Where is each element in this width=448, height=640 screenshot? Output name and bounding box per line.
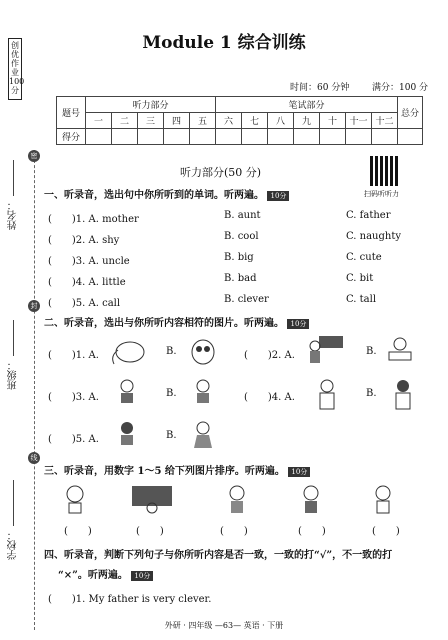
seal-mark-2: 封 [28, 300, 40, 312]
s2-row-1 [48, 346, 438, 360]
score-cell[interactable] [398, 129, 423, 145]
owl-picture [188, 336, 218, 366]
seal-mark-1: 密 [28, 150, 40, 162]
score-cell[interactable] [216, 129, 242, 145]
section-2-text: 二、听录音，选出与你所听内容相符的图片。听两遍。 [44, 318, 284, 329]
score-cell[interactable] [320, 129, 346, 145]
section-2-title [44, 314, 309, 329]
option-a[interactable]: ( )2. A. shy [48, 235, 120, 246]
option-b[interactable]: B. bad [224, 273, 257, 284]
s3-blanks [48, 522, 438, 536]
answer-blank-2[interactable]: ( ) [136, 526, 164, 537]
s2-row-2 [48, 388, 438, 402]
class-line [13, 320, 14, 356]
girl-picture [112, 420, 142, 450]
points-badge: 10分 [131, 571, 153, 581]
points-badge: 10分 [267, 191, 289, 201]
section-1-text: 一、听录音，选出句中你所听到的单词。听两遍。 [44, 190, 264, 201]
s2-q2[interactable]: ( )2. A. [244, 350, 295, 361]
section-4-text: “×”。听两遍。 [58, 570, 128, 581]
option-b[interactable]: B. aunt [224, 210, 261, 221]
full-score: 满分：100 分 [372, 83, 429, 93]
option-b[interactable]: B. [166, 388, 177, 399]
s1-item-5 [48, 294, 438, 308]
num-cell: 八 [268, 113, 294, 129]
girl-cute-picture [222, 484, 252, 516]
s1-item-2 [48, 231, 438, 245]
points-badge: 10分 [288, 467, 310, 477]
option-c[interactable]: C. cute [346, 252, 382, 263]
option-b[interactable]: B. [366, 388, 377, 399]
answer-blank-3[interactable]: ( ) [220, 526, 248, 537]
num-cell: 五 [190, 113, 216, 129]
boy-naughty-picture [296, 484, 326, 516]
score-label: 得分 [57, 129, 86, 145]
score-cell[interactable] [242, 129, 268, 145]
section-4-title-cont [58, 566, 153, 581]
s2-q4[interactable]: ( )4. A. [244, 392, 295, 403]
option-b[interactable]: B. [166, 346, 177, 357]
option-b[interactable]: B. [166, 430, 177, 441]
option-b[interactable]: B. big [224, 252, 254, 263]
girl-desk-picture [385, 334, 415, 364]
section-4-title: 四、听录音，判断下列句子与你所听内容是否一致，一致的打“√”，不一致的打 [44, 550, 393, 561]
monkey-picture [60, 484, 90, 516]
option-a[interactable]: ( )4. A. little [48, 277, 126, 288]
binding-margin [0, 0, 38, 640]
s2-row-3 [48, 430, 438, 444]
blackboard-picture [130, 484, 174, 516]
num-cell: 二 [112, 113, 138, 129]
num-cell: 九 [294, 113, 320, 129]
school-line [13, 480, 14, 526]
boy-cool-picture [368, 484, 398, 516]
name-label: 姓名： [8, 200, 19, 230]
man-picture [312, 378, 342, 412]
q-label: 题号 [57, 97, 86, 129]
school-label: 学校： [8, 530, 19, 560]
score-table [56, 96, 423, 145]
name-line [13, 160, 14, 196]
num-cell: 七 [242, 113, 268, 129]
num-cell: 十 [320, 113, 346, 129]
s4-q1[interactable]: ( )1. My father is very clever. [48, 594, 212, 605]
s2-q1[interactable]: ( )1. A. [48, 350, 99, 361]
girl-dress-picture [188, 420, 218, 450]
option-c[interactable]: C. father [346, 210, 391, 221]
score-cell[interactable] [268, 129, 294, 145]
teacher-picture [305, 334, 345, 364]
section-3-text: 三、听录音，用数字 1～5 给下列图片排序。听两遍。 [44, 466, 285, 477]
answer-blank-1[interactable]: ( ) [64, 526, 92, 537]
seal-mark-3: 线 [28, 452, 40, 464]
s1-item-3 [48, 252, 438, 266]
option-b[interactable]: B. clever [224, 294, 269, 305]
points-badge: 10分 [287, 319, 309, 329]
option-b[interactable]: B. [366, 346, 377, 357]
num-cell: 十一 [346, 113, 372, 129]
score-cell[interactable] [164, 129, 190, 145]
s1-item-4 [48, 273, 438, 287]
page-footer: 外研 · 四年级 —63— 英语 · 下册 [164, 621, 284, 630]
qr-caption: 扫码听听力 [364, 190, 399, 198]
total-header: 总分 [398, 97, 423, 129]
answer-blank-5[interactable]: ( ) [372, 526, 400, 537]
num-cell: 四 [164, 113, 190, 129]
option-b[interactable]: B. cool [224, 231, 259, 242]
option-c[interactable]: C. naughty [346, 231, 402, 242]
s4-item-1 [48, 590, 438, 604]
listening-title: 听力部分(50 分) [180, 166, 262, 179]
elephant-picture [108, 336, 148, 366]
num-cell: 一 [86, 113, 112, 129]
s2-q3[interactable]: ( )3. A. [48, 392, 99, 403]
option-a[interactable]: ( )1. A. mother [48, 214, 139, 225]
score-cell[interactable] [346, 129, 372, 145]
score-cell[interactable] [372, 129, 398, 145]
series-badge: 创优作业100分 [8, 38, 22, 100]
class-label: 班级： [8, 360, 19, 390]
option-a[interactable]: ( )3. A. uncle [48, 256, 130, 267]
boy-picture [112, 378, 142, 408]
score-cell[interactable] [138, 129, 164, 145]
answer-blank-4[interactable]: ( ) [298, 526, 326, 537]
option-c[interactable]: C. tall [346, 294, 377, 305]
score-cell[interactable] [190, 129, 216, 145]
section-3-title [44, 462, 310, 477]
written-header: 笔试部分 [216, 97, 398, 113]
num-cell: 三 [138, 113, 164, 129]
cut-line [34, 150, 35, 630]
score-cell[interactable] [294, 129, 320, 145]
time-limit: 时间：60 分钟 [290, 83, 350, 93]
qr-code-icon[interactable] [370, 156, 400, 186]
section-1-title [44, 186, 289, 201]
num-cell: 十二 [372, 113, 398, 129]
boy-waving-picture [188, 378, 218, 408]
page-title: Module 1 综合训练 [142, 33, 306, 53]
s1-item-1 [48, 210, 438, 224]
woman-picture [388, 378, 418, 412]
option-c[interactable]: C. bit [346, 273, 374, 284]
option-a[interactable]: ( )5. A. call [48, 298, 121, 309]
num-cell: 六 [216, 113, 242, 129]
s2-q5[interactable]: ( )5. A. [48, 434, 99, 445]
score-cell[interactable] [112, 129, 138, 145]
score-cell[interactable] [86, 129, 112, 145]
listen-header: 听力部分 [86, 97, 216, 113]
